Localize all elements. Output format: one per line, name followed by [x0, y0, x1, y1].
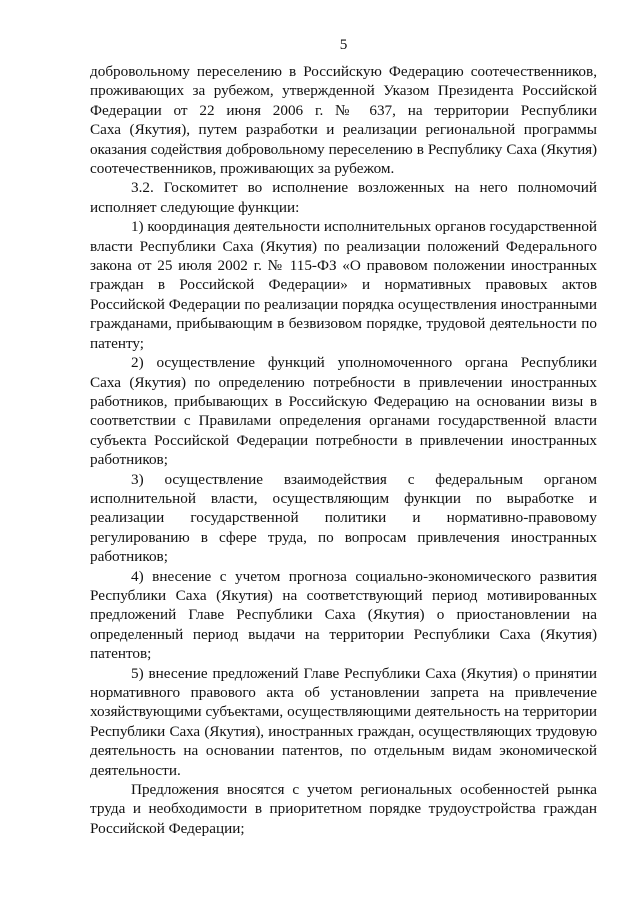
text-line: 5) внесение предложений Главе Республики Саха (Якутия) о принятии — [131, 664, 597, 682]
text-line: нормативного правового акта об установлении запрета на привлечение — [90, 684, 597, 701]
text-line: труда и необходимости в приоритетном порядке трудоустройства граждан — [90, 800, 597, 818]
text-line: предложений Главе Республики Саха (Якутия) о приостановлении на — [90, 606, 597, 624]
text-line: субъекта Российской Федерации потребности в привлечении иностранных — [90, 431, 597, 449]
text-line: хозяйствующими субъектами, осуществляющими деятельность на территории — [90, 703, 597, 721]
text-line: деятельности. — [90, 761, 181, 779]
list-item-3 — [90, 470, 597, 567]
paragraph-proposals — [90, 780, 597, 838]
text-line: Саха (Якутия), путем разработки и реализации региональной программы — [90, 121, 597, 139]
text-line: соответствии с Правилами определения органами государственной власти — [90, 412, 597, 430]
text-line: регулированию в сфере труда, по вопросам привлечения иностранных — [90, 528, 597, 546]
text-line: гражданами, прибывающим в безвизовом порядке, трудовой деятельности по — [90, 315, 597, 333]
text-line: добровольному переселению в Российскую Федерацию соотечественников, — [90, 63, 597, 80]
list-item-2 — [90, 353, 597, 469]
text-line: Российской Федерации; — [90, 819, 245, 837]
text-line: власти Республики Саха (Якутия) по реализации положений Федерального — [90, 237, 597, 255]
text-line: Российской Федерации по реализации порядка осуществления иностранными — [90, 295, 597, 313]
text-line: Саха (Якутия) по определению потребности в привлечении иностранных — [90, 373, 597, 391]
text-line: оказания содействия добровольному переселению в Республику Саха (Якутия) — [90, 140, 597, 158]
text-line: патентов; — [90, 645, 152, 663]
text-line: работников; — [90, 451, 168, 469]
document-body — [90, 62, 597, 838]
text-line: соотечественников, проживающих за рубежом. — [90, 160, 395, 178]
text-line: работников, прибывающих в Российскую Федерацию на основании визы в — [90, 392, 597, 410]
text-line: патенту; — [90, 334, 145, 352]
list-item-4 — [90, 567, 597, 664]
text-line: 4) внесение с учетом прогноза социально-экономического развития — [131, 567, 597, 585]
text-line: проживающих за рубежом, утвержденной Указом Президента Российской — [90, 82, 597, 100]
text-line: Республики Саха (Якутия), иностранных граждан, осуществляющих трудовую — [90, 722, 597, 740]
text-line: определенный период выдачи на территории Республики Саха (Якутия) — [90, 625, 597, 643]
list-item-1 — [90, 217, 597, 353]
page-number: 5 — [339, 36, 348, 53]
text-line: Федерации от 22 июня 2006 г. № 637, на территории Республики — [90, 101, 597, 119]
text-line: реализации государственной политики и нормативно-правовому — [90, 509, 597, 527]
text-line: 3) осуществление взаимодействия с федеральным органом — [131, 470, 597, 488]
text-line: Республики Саха (Якутия) на соответствующий период мотивированных — [90, 586, 597, 604]
text-line: исполнительной власти, осуществляющим функции по выработке и — [90, 489, 597, 507]
text-line: деятельность на основании патентов, по отдельным видам экономической — [90, 742, 597, 760]
text-line: закона от 25 июля 2002 г. № 115-ФЗ «О правовом положении иностранных — [90, 257, 597, 275]
text-line: Предложения вносятся с учетом региональных особенностей рынка — [131, 781, 597, 799]
text-line: 1) координация деятельности исполнительных органов государственной — [131, 218, 597, 236]
paragraph-3-2 — [90, 178, 597, 217]
list-item-5 — [90, 664, 597, 780]
text-line: 2) осуществление функций уполномоченного органа Республики — [131, 354, 597, 372]
text-line: исполняет следующие функции: — [90, 198, 300, 216]
paragraph-continuation — [90, 62, 597, 178]
text-line: работников; — [90, 548, 168, 566]
text-line: граждан в Российской Федерации» и нормативных правовых актов — [90, 276, 597, 294]
text-line: 3.2. Госкомитет во исполнение возложенных на него полномочий — [131, 179, 597, 197]
